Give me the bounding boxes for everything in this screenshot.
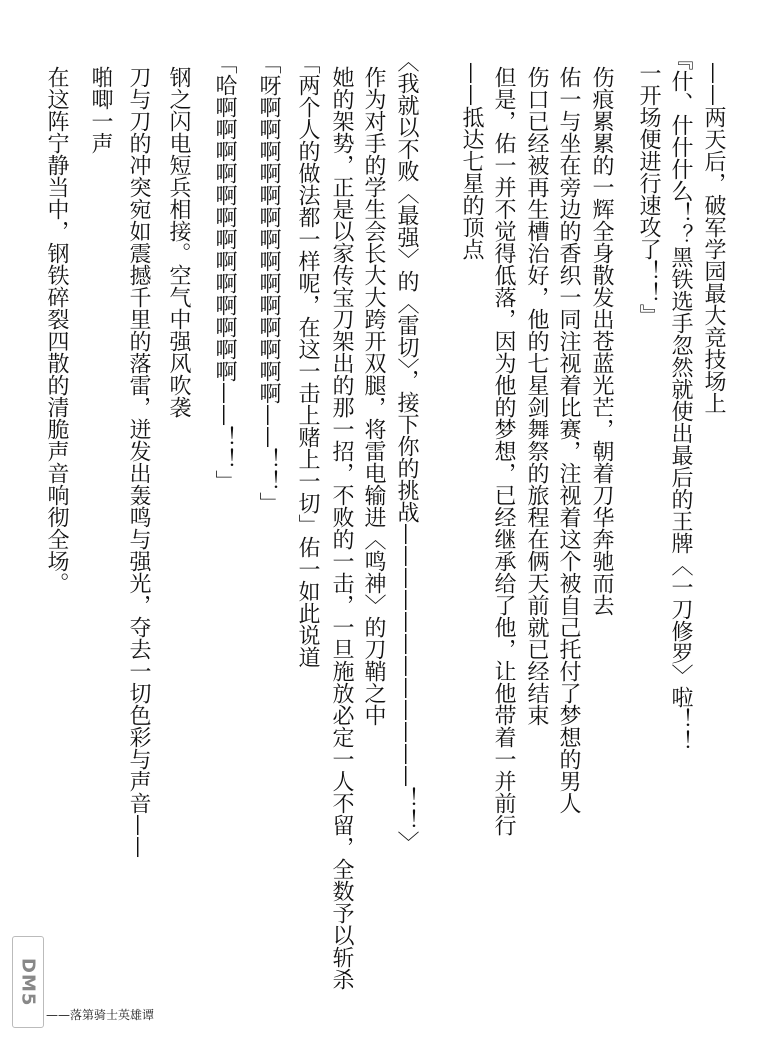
text-column: ——两天后，破军学园最大竞技场上 — [701, 62, 726, 414]
text-column: 钢之闪电短兵相接。空气中强风吹袭 — [166, 66, 191, 418]
text-column: 「呀啊啊啊啊啊啊啊啊啊啊啊啊啊啊——！！」 — [256, 52, 281, 514]
book-title-footer: ——落第骑士英雄谭 — [46, 1008, 155, 1022]
text-column: 她的架势，正是以家传宝刀架出的那一招，不败的一击，一旦施放必定一人不留，全数予以斩杀 — [329, 66, 354, 990]
text-column: 「哈啊啊啊啊啊啊啊啊啊啊啊啊啊——！！」 — [212, 52, 237, 492]
text-column: 伤痕累累的一辉全身散发出苍蓝光芒，朝着刀华奔驰而去 — [589, 66, 614, 616]
text-column: 「两个人的做法都一样呢，在这一击上赌上一切」佑一如此说道 — [295, 52, 320, 668]
text-column: ——抵达七星的顶点 — [459, 62, 484, 260]
text-column: 但是，佑一并不觉得低落，因为他的梦想，已经继承给了他，让他带着一并前行 — [491, 66, 516, 836]
text-column: 〈我就以不败〈最强〉的〈雷切〉，接下你的挑战————————————！！〉 — [394, 50, 419, 853]
text-column: 作为对手的学生会长大大跨开双腿，将雷电输进〈鸣神〉的刀鞘之中 — [361, 66, 386, 726]
text-column: 刀与刀的冲突宛如震撼千里的落雷，迸发出轰鸣与强光，夺去一切色彩与声音—— — [126, 66, 151, 858]
text-column: 一开场便进行速攻了！！』 — [636, 62, 661, 326]
dm5-logo: DM5 — [12, 936, 44, 1028]
text-column: 啪唧一声 — [88, 66, 113, 154]
text-column: 『什、什什什么！？黑铁选手忽然就使出最后的王牌〈一刀修罗〉啦！！ — [668, 48, 693, 752]
text-column: 伤口已经被再生槽治好，他的七星剑舞祭的旅程在俩天前就已经结束 — [524, 66, 549, 726]
text-column: 佑一与坐在旁边的香织一同注视着比赛，注视着这个被自己托付了梦想的男人 — [556, 66, 581, 814]
text-column: 在这阵宁静当中，钢铁碎裂四散的清脆声音响彻全场。 — [44, 66, 69, 594]
